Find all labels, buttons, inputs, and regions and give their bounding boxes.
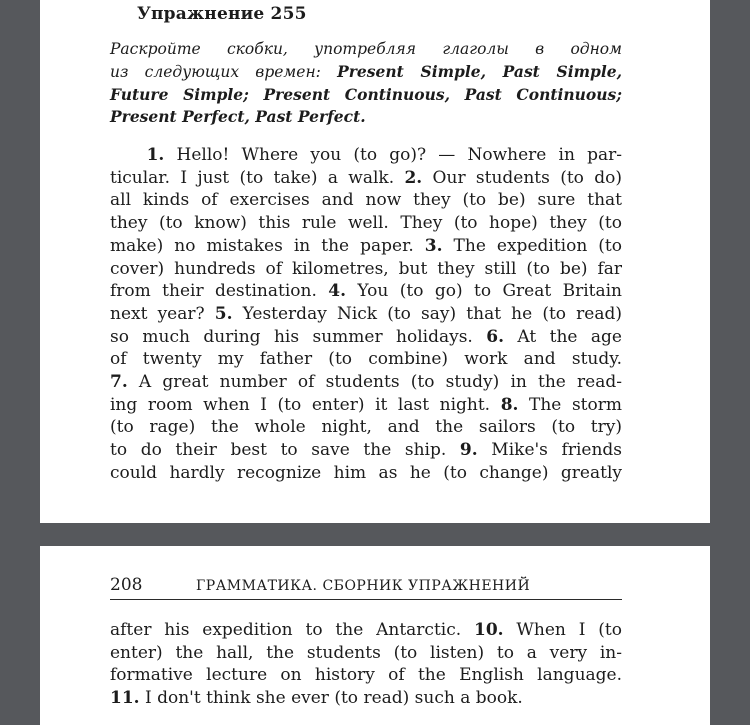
text-line: ticular. I just (to take) a walk. 2. Our students (to do)	[110, 167, 622, 188]
item-number: 8.	[500, 394, 519, 415]
instruction-line: Future Simple; Present Continuous, Past Continuous;	[110, 84, 622, 104]
text-line: all kinds of exercises and now they (to be) sure that	[110, 190, 622, 211]
item-number: 4.	[328, 281, 347, 302]
text-line: cover) hundreds of kilometres, but they still (to be) far	[110, 258, 622, 279]
text-line: ing room when I (to enter) it last night. 8. The storm	[110, 394, 622, 415]
text-line: after his expedition to the Antarctic. 10. When I (to	[110, 620, 622, 640]
exercise-body	[110, 144, 622, 485]
instruction-line: Present Perfect, Past Perfect.	[110, 107, 366, 127]
text-line: 7. A great number of students (to study) in the read-	[110, 372, 622, 393]
item-number: 11.	[110, 688, 140, 709]
item-number: 2.	[404, 167, 423, 188]
text-line: enter) the hall, the students (to listen) to a very in-	[110, 642, 622, 663]
item-number: 6.	[486, 326, 504, 347]
text-line: make) no mistakes in the paper. 3. The expedition (to	[110, 235, 622, 256]
exercise-title: Упражнение 255	[137, 4, 307, 24]
text-line: 1. Hello! Where you (to go)? — Nowhere in par-	[146, 145, 622, 165]
text-line: of twenty my father (to combine) work and study.	[110, 349, 622, 370]
item-number: 3.	[424, 235, 443, 256]
exercise-instruction	[110, 38, 622, 129]
book-page-bottom	[40, 546, 710, 725]
text-line: to do their best to save the ship. 9. Mike's friends	[110, 440, 622, 461]
text-line: formative lecture on history of the English language.	[110, 665, 622, 686]
running-header	[110, 575, 622, 600]
exercise-body-continued	[110, 619, 622, 710]
text-line: 11. I don't think she ever (to read) such a book.	[110, 688, 523, 709]
running-title: ГРАММАТИКА. СБОРНИК УПРАЖНЕНИЙ	[196, 578, 531, 594]
item-number: 9.	[459, 440, 478, 461]
instruction-line: из следующих времен: Present Simple, Past Simple,	[110, 61, 622, 81]
item-number: 1.	[146, 145, 165, 165]
item-number: 10.	[474, 620, 504, 640]
book-page-top	[40, 0, 710, 523]
instruction-line: Раскройте скобки, употребляя глаголы в одном	[110, 40, 622, 58]
text-line: could hardly recognize him as he (to change) greatly	[110, 462, 622, 483]
text-line: so much during his summer holidays. 6. At the age	[110, 326, 622, 347]
item-number: 5.	[214, 303, 233, 324]
text-line: (to rage) the whole night, and the sailors (to try)	[110, 417, 622, 438]
page-number: 208	[110, 575, 143, 595]
text-line: next year? 5. Yesterday Nick (to say) that he (to read)	[110, 303, 622, 324]
text-line: they (to know) this rule well. They (to hope) they (to	[110, 213, 622, 234]
item-number: 7.	[110, 372, 128, 393]
text-line: from their destination. 4. You (to go) to Great Britain	[110, 281, 623, 302]
